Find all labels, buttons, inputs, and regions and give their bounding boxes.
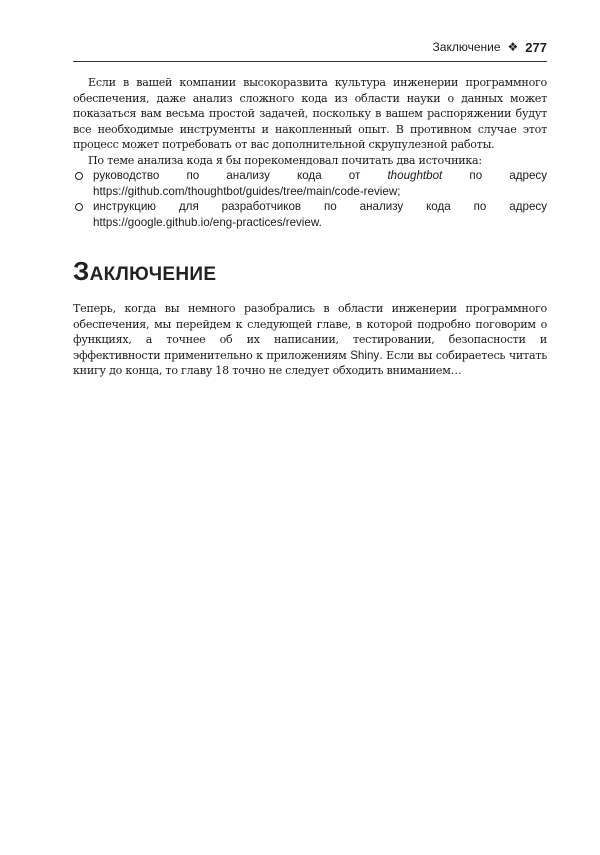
list-item [73,199,547,230]
list-item-emphasis: thoughtbot [387,169,443,182]
paragraph-conclusion [73,301,547,379]
circle-bullet-icon [75,172,83,180]
list-item-suffix: . [318,215,322,229]
four-diamond-ornament-icon: ❖ [507,40,519,54]
sources-list [73,168,547,230]
page-number: 277 [525,39,547,55]
list-item-prefix: инструкцию для разработчиков по анализу кода по адресу [93,200,547,213]
section-heading-rest: АКЛЮЧЕНИЕ [89,264,217,285]
section-heading-initial: З [73,256,90,286]
header-rule [73,61,547,62]
section-heading [73,256,547,287]
list-item-suffix: ; [397,184,401,198]
shiny-term: Shiny [350,348,380,362]
paragraph-culture: Если в вашей компании высокоразвита культура инженерии программного обеспечения, даже анализ сложного кода из области науки о данных может показаться вам весьма простой задачей, поскольку в вашем распоряжении будут все необходимые инструменты и накопленный опыт. В противном случае этот процесс может потребовать от вас дополнительной скрупулезной работы. [73,76,547,151]
book-page [73,38,547,379]
paragraph-conclusion-end: . Если вы собираетесь читать книгу до конца, то главу 18 точно не следует обходить вниманием… [73,348,547,377]
paragraph-sources-intro: По теме анализа кода я бы порекомендовал почитать два источника: [88,153,482,167]
paragraph-conclusion-main: Теперь, когда вы немного разобрались в области инженерии программного обеспечения, мы перейдем к следующей главе, в которой подробно поговорим о функциях, а точнее об их написании, тестировании, безопасности и эффективности применительно к приложениям [73,302,547,362]
list-item-prefix: руководство по анализу кода от [93,169,388,182]
source-url[interactable]: https://github.com/thoughtbot/guides/tree/main/code-review [93,184,398,198]
list-item [73,168,547,199]
circle-bullet-icon [75,203,83,211]
list-item-middle: по адресу [442,169,547,182]
running-header-chapter-title: Заключение [432,40,501,54]
source-url[interactable]: https://google.github.io/eng-practices/review [93,215,319,229]
running-header [73,38,547,56]
body-text [73,75,547,379]
